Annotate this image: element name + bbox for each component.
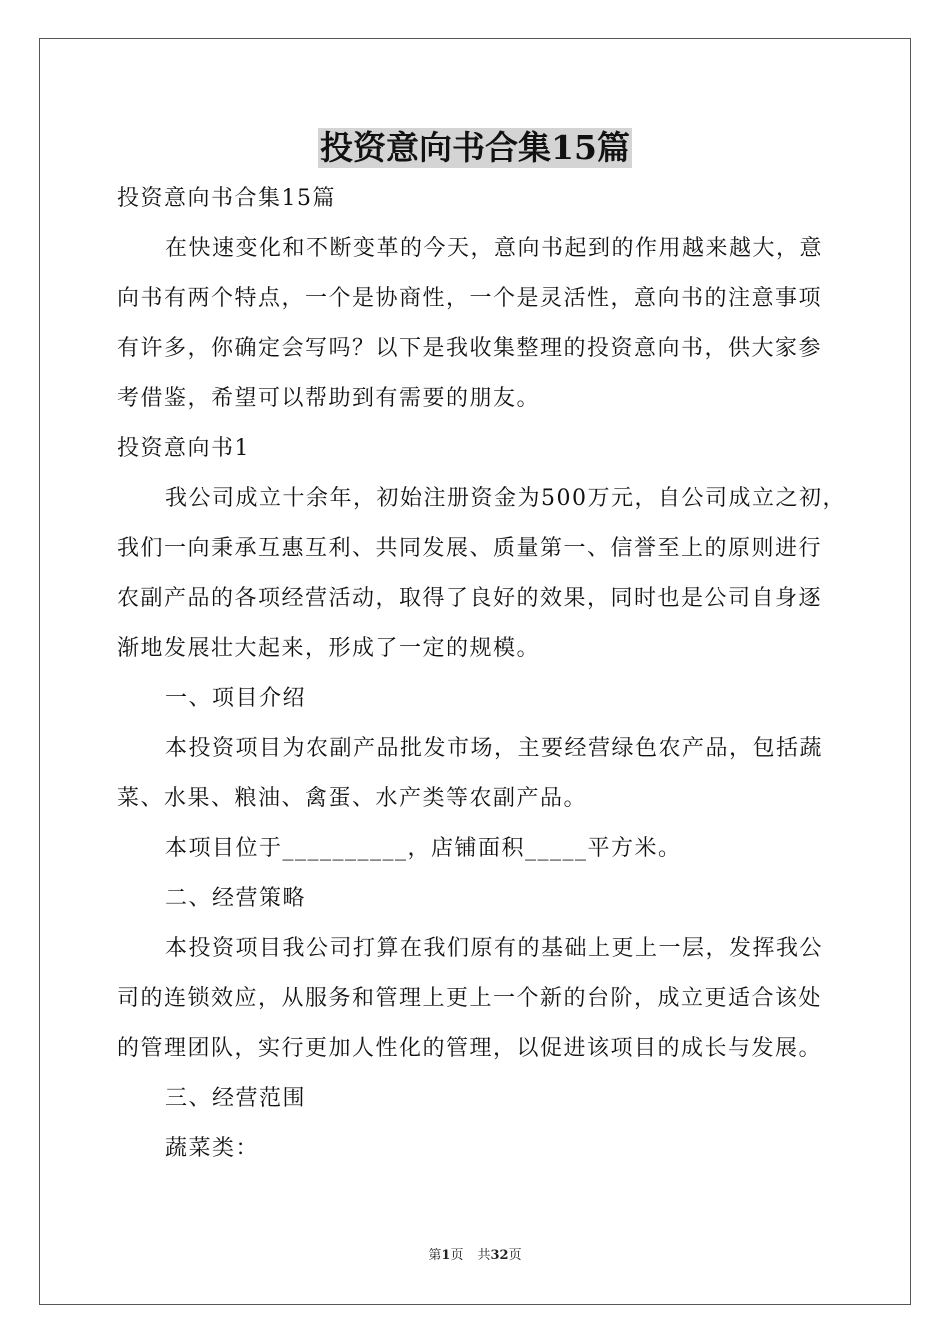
page-footer bbox=[0, 1244, 950, 1263]
body-line: 考借鉴，希望可以帮助到有需要的朋友。 bbox=[117, 386, 541, 411]
body-line: 蔬菜类： bbox=[165, 1136, 260, 1161]
body-line: 我公司成立十余年，初始注册资金为500万元，自公司成立之初， bbox=[165, 486, 846, 511]
body-line: 渐地发展壮大起来，形成了一定的规模。 bbox=[117, 636, 541, 661]
page-label-prefix: 第 bbox=[428, 1248, 442, 1263]
page-current: 1 bbox=[441, 1248, 451, 1263]
body-line: 投资意向书合集15篇 bbox=[117, 186, 336, 211]
body-line: 在快速变化和不断变革的今天，意向书起到的作用越来越大，意 bbox=[165, 236, 824, 261]
section-heading: 一、项目介绍 bbox=[165, 686, 307, 711]
page-total: 32 bbox=[490, 1248, 509, 1263]
body-line: 我们一向秉承互惠互利、共同发展、质量第一、信誉至上的原则进行 bbox=[117, 536, 823, 561]
body-line: 司的连锁效应，从服务和管理上更上一个新的台阶，成立更适合该处 bbox=[117, 986, 823, 1011]
section-heading: 三、经营范围 bbox=[165, 1086, 307, 1111]
document-body bbox=[117, 174, 846, 1174]
document-title: 投资意向书合集15篇 bbox=[320, 128, 630, 167]
body-line: 有许多，你确定会写吗？以下是我收集整理的投资意向书，供大家参 bbox=[117, 336, 823, 361]
body-line: 投资意向书1 bbox=[117, 436, 250, 461]
section-heading: 二、经营策略 bbox=[165, 886, 307, 911]
body-line: 本项目位于__________，店铺面积_____平方米。 bbox=[165, 836, 682, 861]
total-label-prefix: 共 bbox=[477, 1248, 491, 1263]
body-line: 的管理团队，实行更加人性化的管理，以促进该项目的成长与发展。 bbox=[117, 1036, 823, 1061]
body-line: 向书有两个特点，一个是协商性，一个是灵活性，意向书的注意事项 bbox=[117, 286, 823, 311]
body-line: 菜、水果、粮油、禽蛋、水产类等农副产品。 bbox=[117, 786, 588, 811]
page-label-suffix: 页 bbox=[450, 1248, 464, 1263]
total-label-suffix: 页 bbox=[508, 1248, 522, 1263]
body-line: 本投资项目我公司打算在我们原有的基础上更上一层，发挥我公 bbox=[165, 936, 824, 961]
body-line: 农副产品的各项经营活动，取得了良好的效果，同时也是公司自身逐 bbox=[117, 586, 823, 611]
title-container bbox=[0, 128, 950, 168]
body-line: 本投资项目为农副产品批发市场，主要经营绿色农产品，包括蔬 bbox=[165, 736, 824, 761]
